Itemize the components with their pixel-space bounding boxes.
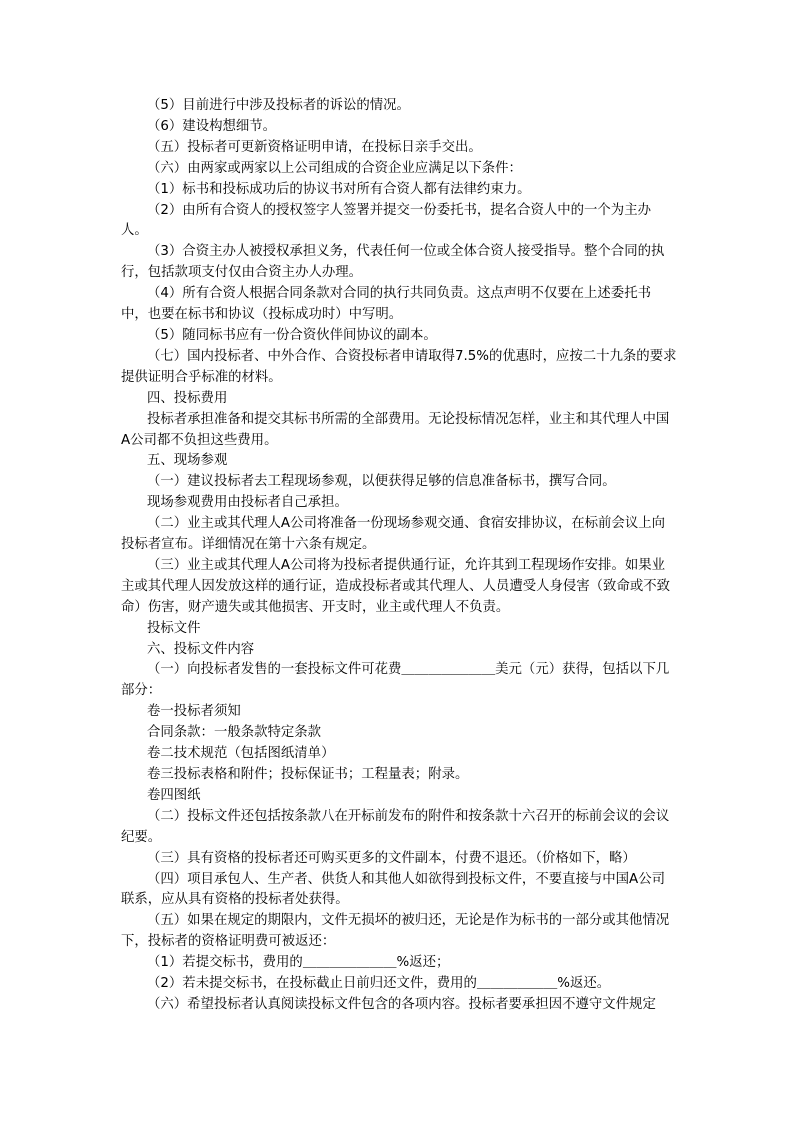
paragraph: （6）建设构想细节。 — [147, 118, 277, 134]
paragraph: 卷四图纸 — [147, 787, 201, 803]
document-page — [121, 96, 677, 1016]
paragraph: （4）所有合资人根据合同条款对合同的执行共同负责。这点声明不仅要在上述委托书中，也要在标书和协议（投标成功时）中写明。 — [121, 286, 651, 323]
paragraph: 五、现场参观 — [147, 453, 228, 469]
paragraph: （五）如果在规定的期限内，文件无损坏的被归还，无论是作为标书的一部分或其他情况下，投标者的资格证明费可被返还： — [121, 913, 670, 950]
paragraph: （2）若未提交标书，在投标截止日前归还文件，费用的＿＿＿＿＿＿%返还。 — [147, 976, 611, 992]
paragraph: （三）业主或其代理人A公司将为投标者提供通行证，允许其到工程现场作安排。如果业主或其代理人因发放这样的通行证，造成投标者或其代理人、人员遭受人身侵害（致命或不致命）伤害，财产遗失或其他损害、开支时，业主或代理人不负责。 — [121, 557, 671, 615]
paragraph: （五）投标者可更新资格证明申请，在投标日亲手交出。 — [147, 139, 482, 155]
paragraph: （一）建议投标者去工程现场参观，以便获得足够的信息准备标书，撰写合同。 — [147, 474, 616, 490]
paragraph: （四）项目承包人、生产者、供货人和其他人如欲得到投标文件，不要直接与中国A公司联系，应从具有资格的投标者处获得。 — [121, 871, 666, 908]
paragraph: 四、投标费用 — [147, 390, 228, 406]
paragraph: （六）由两家或两家以上公司组成的合资企业应满足以下条件： — [147, 160, 522, 176]
paragraph: 合同条款：一般条款特定条款 — [147, 725, 322, 741]
paragraph: （二）业主或其代理人A公司将准备一份现场参观交通、食宿安排协议，在标前会议上向投标者宣布。详细情况在第十六条有规定。 — [121, 516, 666, 553]
paragraph: （七）国内投标者、中外合作、合资投标者申请取得7.5%的优惠时，应按二十九条的要求提供证明合乎标准的材料。 — [121, 348, 677, 385]
paragraph: （2）由所有合资人的授权签字人签署并提交一份委托书，提名合资人中的一个为主办人。 — [121, 202, 651, 239]
paragraph: 投标者承担准备和提交其标书所需的全部费用。无论投标情况怎样，业主和其代理人中国A公司都不负担这些费用。 — [121, 411, 670, 448]
paragraph: （三）具有资格的投标者还可购买更多的文件副本，付费不退还。（价格如下，略） — [147, 850, 636, 866]
paragraph: （5）目前进行中涉及投标者的诉讼的情况。 — [147, 98, 410, 113]
paragraph: 卷一投标者须知 — [147, 704, 241, 720]
paragraph: 卷三投标表格和附件；投标保证书；工程量表；附录。 — [147, 767, 469, 782]
paragraph: 卷二技术规范（包括图纸清单） — [147, 746, 335, 762]
paragraph: （1）若提交标书，费用的＿＿＿＿＿＿＿%返还； — [147, 955, 450, 971]
paragraph: （5）随同标书应有一份合资伙伴间协议的副本。 — [147, 327, 437, 343]
paragraph: （二）投标文件还包括按条款八在开标前发布的附件和按条款十六召开的标前会议的会议纪要。 — [121, 808, 670, 845]
paragraph: 投标文件 — [147, 620, 201, 636]
paragraph: （3）合资主办人被授权承担义务，代表任何一位或全体合资人接受指导。整个合同的执行，包括款项支付仅由合资主办人办理。 — [121, 244, 665, 281]
paragraph: 六、投标文件内容 — [147, 641, 255, 657]
paragraph: （六）希望投标者认真阅读投标文件包含的各项内容。投标者要承担因不遵守文件规定 — [147, 996, 656, 1012]
paragraph: 现场参观费用由投标者自己承担。 — [147, 495, 348, 511]
paragraph: （1）标书和投标成功后的协议书对所有合资人都有法律约束力。 — [147, 181, 531, 197]
paragraph: （一）向投标者发售的一套投标文件可花费＿＿＿＿＿＿＿美元（元）获得，包括以下几部分： — [121, 662, 670, 699]
